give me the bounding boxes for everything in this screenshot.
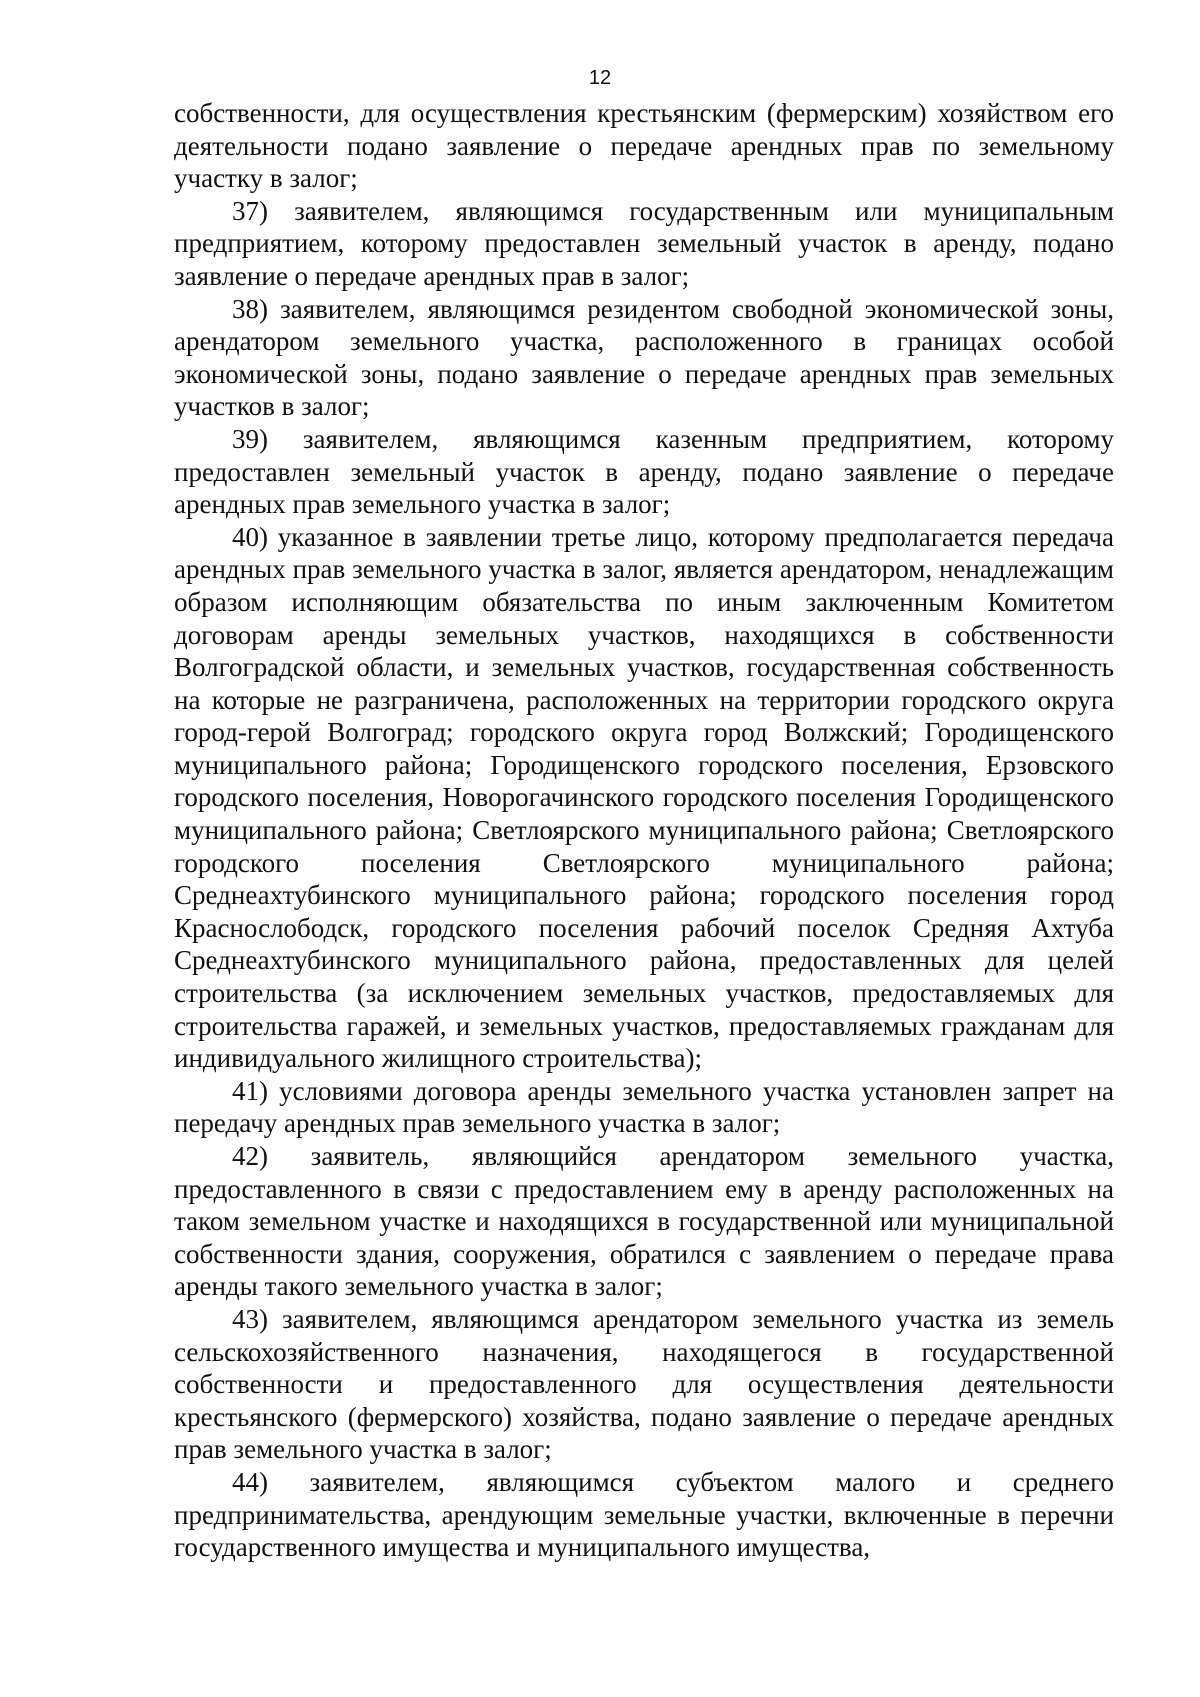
paragraph-item-38: 38) заявителем, являющимся резидентом свободной экономической зоны, арендатором земельного участка, расположенного в границах особой экономической зоны, подано заявление о передаче арендных прав земельных участков в залог; bbox=[174, 293, 1114, 422]
paragraph-item-40: 40) указанное в заявлении третье лицо, которому предполагается передача арендных прав земельного участка в залог, является арендатором, ненадлежащим образом исполняющим обязательства по иным заключенным Комитетом договорам аренды земельных участков, находящихся в собственности Волгоградской области, и земельных участков, государственная собственность на которые не разграничена, расположенных на территории городского округа город-герой Волгоград; городского округа город Волжский; Городищенского муниципального района; Городищенского городского поселения, Ерзовского городского поселения, Новорогачинского городского поселения Городищенского муниципального района; Светлоярского муниципального района; Светлоярского городского поселения Светлоярского муниципального района; Среднеахтубинского муниципального района; городского поселения город Краснослободск, городского поселения рабочий поселок Средняя Ахтуба Среднеахтубинского муниципального района, предоставленных для целей строительства (за исключением земельных участков, предоставляемых для строительства гаражей, и земельных участков, предоставляемых гражданам для индивидуального жилищного строительства); bbox=[174, 521, 1114, 1074]
page-number: 12 bbox=[588, 67, 612, 89]
paragraph-item-39: 39) заявителем, являющимся казенным предприятием, которому предоставлен земельный участок в аренду, подано заявление о передаче арендных прав земельного участка в залог; bbox=[174, 423, 1114, 520]
paragraph-item-43: 43) заявителем, являющимся арендатором земельного участка из земель сельскохозяйственного назначения, находящегося в государственной собственности и предоставленного для осуществления деятельности крестьянского (фермерского) хозяйства, подано заявление о передаче арендных прав земельного участка в залог; bbox=[174, 1303, 1114, 1465]
paragraph-continuation: собственности, для осуществления крестьянским (фермерским) хозяйством его деятельности подано заявление о передаче арендных прав по земельному участку в залог; bbox=[174, 98, 1114, 194]
document-body bbox=[174, 97, 1114, 1564]
paragraph-item-37: 37) заявителем, являющимся государственным или муниципальным предприятием, которому предоставлен земельный участок в аренду, подано заявление о передаче арендных прав в залог; bbox=[174, 195, 1114, 291]
paragraph-item-44: 44) заявителем, являющимся субъектом малого и среднего предпринимательства, арендующим земельные участки, включенные в перечни государственного имущества и муниципального имущества, bbox=[174, 1466, 1114, 1563]
paragraph-item-42: 42) заявитель, являющийся арендатором земельного участка, предоставленного в связи с предоставлением ему в аренду расположенных на таком земельном участке и находящихся в государственной или муниципальной собственности здания, сооружения, обратился с заявлением о передаче права аренды такого земельного участка в залог; bbox=[174, 1141, 1114, 1302]
paragraph-item-41: 41) условиями договора аренды земельного участка установлен запрет на передачу арендных прав земельного участка в залог; bbox=[174, 1075, 1114, 1139]
